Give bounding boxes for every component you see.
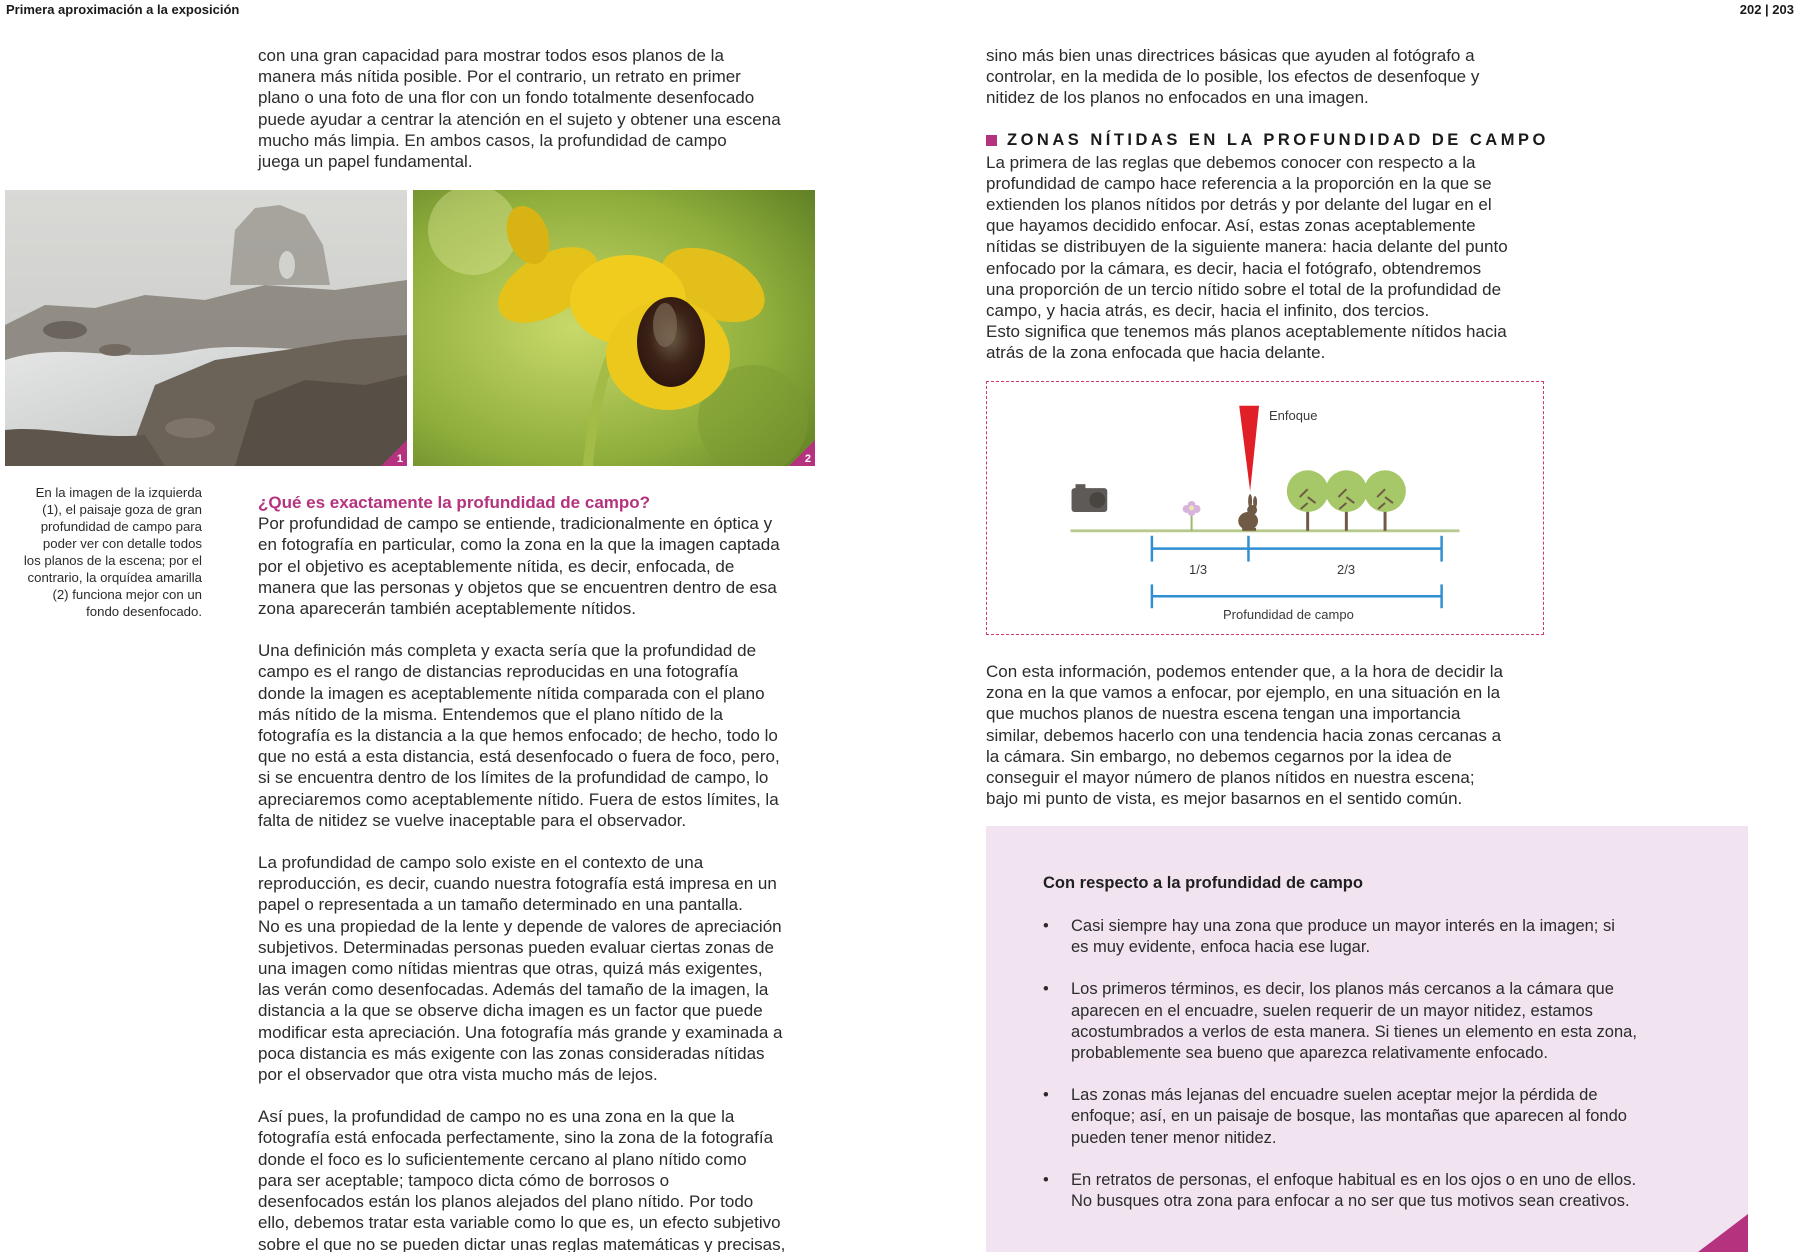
text-line: ello, debemos tratar esta variable como lo que es, un efecto subjetivo [258,1213,781,1233]
text-line: donde el foco es lo suficientemente cercano al plano nítido como [258,1149,747,1169]
text-line: nítidas se distribuyen de la siguiente manera: hacia delante del punto [986,237,1508,257]
text-line: Los primeros términos, es decir, los planos más cercanos a la cámara que [1071,980,1614,999]
list-item [1043,979,1693,1064]
text-line: fotografía está enfocada perfectamente, sino la zona de la fotografía [258,1128,774,1148]
text-line: una imagen como nítidas mientras que otras, quizá más exigentes, [258,959,763,979]
bullet-icon: • [1043,1170,1049,1189]
caption-line: poder ver con detalle todos [42,536,202,551]
text-line: mucho más limpia. En ambos casos, la profundidad de campo [258,130,727,150]
tree-icon [1326,470,1368,531]
focus-marker-icon [1239,406,1259,491]
tips-list [1043,916,1693,1233]
text-line: en fotografía en particular, como la zona en la que la imagen captada [258,535,780,555]
right-after-diagram-text [986,661,1556,809]
text-line: Casi siempre hay una zona que produce un mayor interés en la imagen; si [1071,917,1615,935]
text-line: subjetivos. Determinadas personas pueden evaluar ciertas zonas de [258,937,774,957]
text-line: que hayamos decidido enfocar. Así, estas zonas aceptablemente [986,216,1476,236]
text-line: es muy evidente, enfoca hacia ese lugar. [1071,938,1371,957]
photo-number: 1 [396,453,403,465]
bullet-icon: • [1043,917,1049,935]
tree-icon [1364,470,1406,531]
list-item [1043,916,1693,958]
section-heading-text: ZONAS NÍTIDAS EN LA PROFUNDIDAD DE CAMPO [1007,131,1549,149]
text-line: desenfocados están los planos alejados del plano nítido. Por todo [258,1192,754,1212]
left-intro-paragraph [258,45,818,172]
section-square-icon [986,135,997,146]
text-line: Con esta información, podemos entender que, a la hora de decidir la [986,662,1503,681]
text-line: Por profundidad de campo se entiende, tradicionalmente en óptica y [258,514,773,534]
text-line: manera más nítida posible. Por el contrario, un retrato en primer [258,67,741,87]
bullet-icon: • [1043,980,1049,999]
text-line: sino más bien unas directrices básicas que ayuden al fotógrafo a [986,46,1475,65]
text-line: atrás de la zona enfocada que hacia delante. [986,343,1326,363]
right-top-text [986,45,1556,364]
text-line: con una gran capacidad para mostrar todos esos planos de la [258,46,724,65]
foggy-coast-image [5,190,407,466]
flower-icon [1183,501,1201,531]
far-fraction-label: 2/3 [1337,562,1356,577]
question-heading: ¿Qué es exactamente la profundidad de campo? [258,493,651,512]
caption-line: profundidad de campo para [40,519,202,534]
text-line: modificar esta apreciación. Una fotografía más grande y examinada a [258,1022,783,1042]
text-line: Esto significa que tenemos más planos aceptablemente nítidos hacia [986,322,1507,342]
tips-box [986,826,1748,1252]
text-line: que muchos planos de nuestra escena tengan una importancia [986,704,1461,724]
caption-line: (2) funciona mejor con un [52,587,202,602]
photo-number-badge [381,440,407,466]
rabbit-icon [1238,494,1258,531]
text-line: enfoque; así, en un paisaje de bosque, las montañas que aparecen al fondo [1071,1107,1627,1126]
text-line: zona en la que vamos a enfocar, por ejemplo, en una situación en la [986,683,1501,703]
chapter-title: Primera aproximación a la exposición [6,2,240,17]
text-line: extienden los planos nítidos por detrás y por delante del lugar en el [986,195,1492,215]
text-line: probablemente sea bueno que aparezca relativamente enfocado. [1071,1044,1549,1063]
text-line: enfocado por la cámara, es decir, hacia el fotógrafo, obtendremos [986,258,1482,278]
text-line: papel o representada a un tamaño determinado en una pantalla. [258,895,743,915]
text-line: aparecen en el encuadre, suelen requerir de un mayor nitidez, estamos [1071,1001,1593,1020]
text-line: poca distancia es más exigente con las zonas consideradas nítidas [258,1043,765,1063]
text-line: una proporción de un tercio nítido sobre el total de la profundidad de [986,279,1502,299]
text-line: La profundidad de campo solo existe en el contexto de una [258,853,704,873]
text-line: sobre el que no se pueden dictar unas reglas matemáticas y precisas, [258,1234,786,1252]
text-line: acostumbrados a verlos de esta manera. Si tienes un elemento en esta zona, [1071,1022,1637,1041]
text-line: La primera de las reglas que debemos conocer con respecto a la [986,152,1476,172]
left-main-text [258,492,828,1252]
text-line: la cámara. Sin embargo, no debemos cegarnos por la idea de [986,746,1452,766]
caption-line: En la imagen de la izquierda [35,485,202,500]
text-line: donde la imagen es aceptablemente nítida comparada con el plano [258,683,765,703]
text-line: apreciaremos como aceptablemente nítido. Fuera de estos límites, la [258,789,779,809]
photo-foggy-coast [5,190,407,466]
section-heading [986,130,1556,152]
page-numbers: 202 | 203 [1739,2,1794,17]
text-line: si se encuentra dentro de los límites de la profundidad de campo, lo [258,768,769,788]
text-line: que no está a esta distancia, está desenfocado o fuera de foco, pero, [258,747,780,767]
list-item [1043,1085,1693,1149]
text-line: las verán como desenfocadas. Además del tamaño de la imagen, la [258,980,769,1000]
photo-number-badge [789,440,815,466]
photo-yellow-orchid [413,190,815,466]
caption-line: (1), el paisaje goza de gran [42,502,202,517]
text-line: reproducción, es decir, cuando nuestra fotografía está impresa en un [258,874,777,894]
caption-line: los planos de la escena; por el [23,553,202,568]
text-line: para ser aceptable; tampoco dicta cómo de borrosos o [258,1170,670,1190]
corner-triangle-icon [1698,1214,1748,1252]
text-line: similar, debemos hacerlo con una tendencia hacia zonas cercanas a [986,725,1502,745]
text-line: Una definición más completa y exacta sería que la profundidad de [258,641,757,661]
focus-label: Enfoque [1269,408,1318,423]
text-line: campo es el rango de distancias reproducidas en una fotografía [258,662,739,682]
caption-line: fondo desenfocado. [86,604,202,619]
text-line: campo, y hacia atrás, es decir, hacia el infinito, dos tercios. [986,301,1430,321]
near-fraction-label: 1/3 [1189,562,1208,577]
bullet-icon: • [1043,1086,1049,1105]
depth-of-field-label: Profundidad de campo [1223,607,1354,622]
text-line: manera que las personas y objetos que se encuentren dentro de esa [258,577,777,597]
text-line: falta de nitidez se vuelve inaceptable para el observador. [258,810,687,830]
text-line: Las zonas más lejanas del encuadre suelen aceptar mejor la pérdida de [1071,1086,1598,1105]
text-line: por el objetivo es aceptablemente nítida, es decir, enfocada, de [258,556,735,576]
text-line: zona aparecerán también aceptablemente nítidos. [258,599,637,619]
tree-icon [1287,470,1329,531]
text-line: fotografía es la distancia a la que hemos enfocado; de hecho, todo lo [258,726,778,746]
text-line: más nítido de la misma. Entendemos que el plano nítido de la [258,704,723,724]
depth-of-field-diagram [986,381,1544,635]
orchid-image [413,190,815,466]
text-line: No es una propiedad de la lente y depende de valores de apreciación [258,916,782,936]
diagram-graphic [987,382,1543,634]
tips-title: Con respecto a la profundidad de campo [1043,874,1363,892]
text-line: bajo mi punto de vista, es mejor basarnos en el sentido común. [986,789,1463,809]
text-line: pueden tener menor nitidez. [1071,1128,1277,1147]
text-line: nitidez de los planos no enfocados en una imagen. [986,88,1369,108]
text-line: plano o una foto de una flor con un fondo totalmente desenfocado [258,88,755,108]
text-line: controlar, en la medida de lo posible, los efectos de desenfoque y [986,67,1480,87]
text-line: por el observador que otra vista mucho más de lejos. [258,1065,658,1085]
text-line: puede ayudar a centrar la atención en el sujeto y obtener una escena [258,109,781,129]
text-line: profundidad de campo hace referencia a la proporción en la que se [986,173,1492,193]
camera-icon [1072,484,1108,512]
text-line: En retratos de personas, el enfoque habitual es en los ojos o en uno de ellos. [1071,1170,1637,1189]
list-item [1043,1170,1693,1212]
text-line: distancia a la que se observe dicha imagen es un factor que puede [258,1001,763,1021]
text-line: Así pues, la profundidad de campo no es una zona en la que la [258,1107,735,1127]
caption-line: contrario, la orquídea amarilla [27,570,202,585]
text-line: juega un papel fundamental. [258,152,473,172]
text-line: No busques otra zona para enfocar a no ser que tus motivos sean creativos. [1071,1192,1630,1211]
photo-caption [8,484,202,620]
photo-number: 2 [804,453,811,465]
text-line: conseguir el mayor número de planos nítidos en nuestra escena; [986,768,1475,788]
